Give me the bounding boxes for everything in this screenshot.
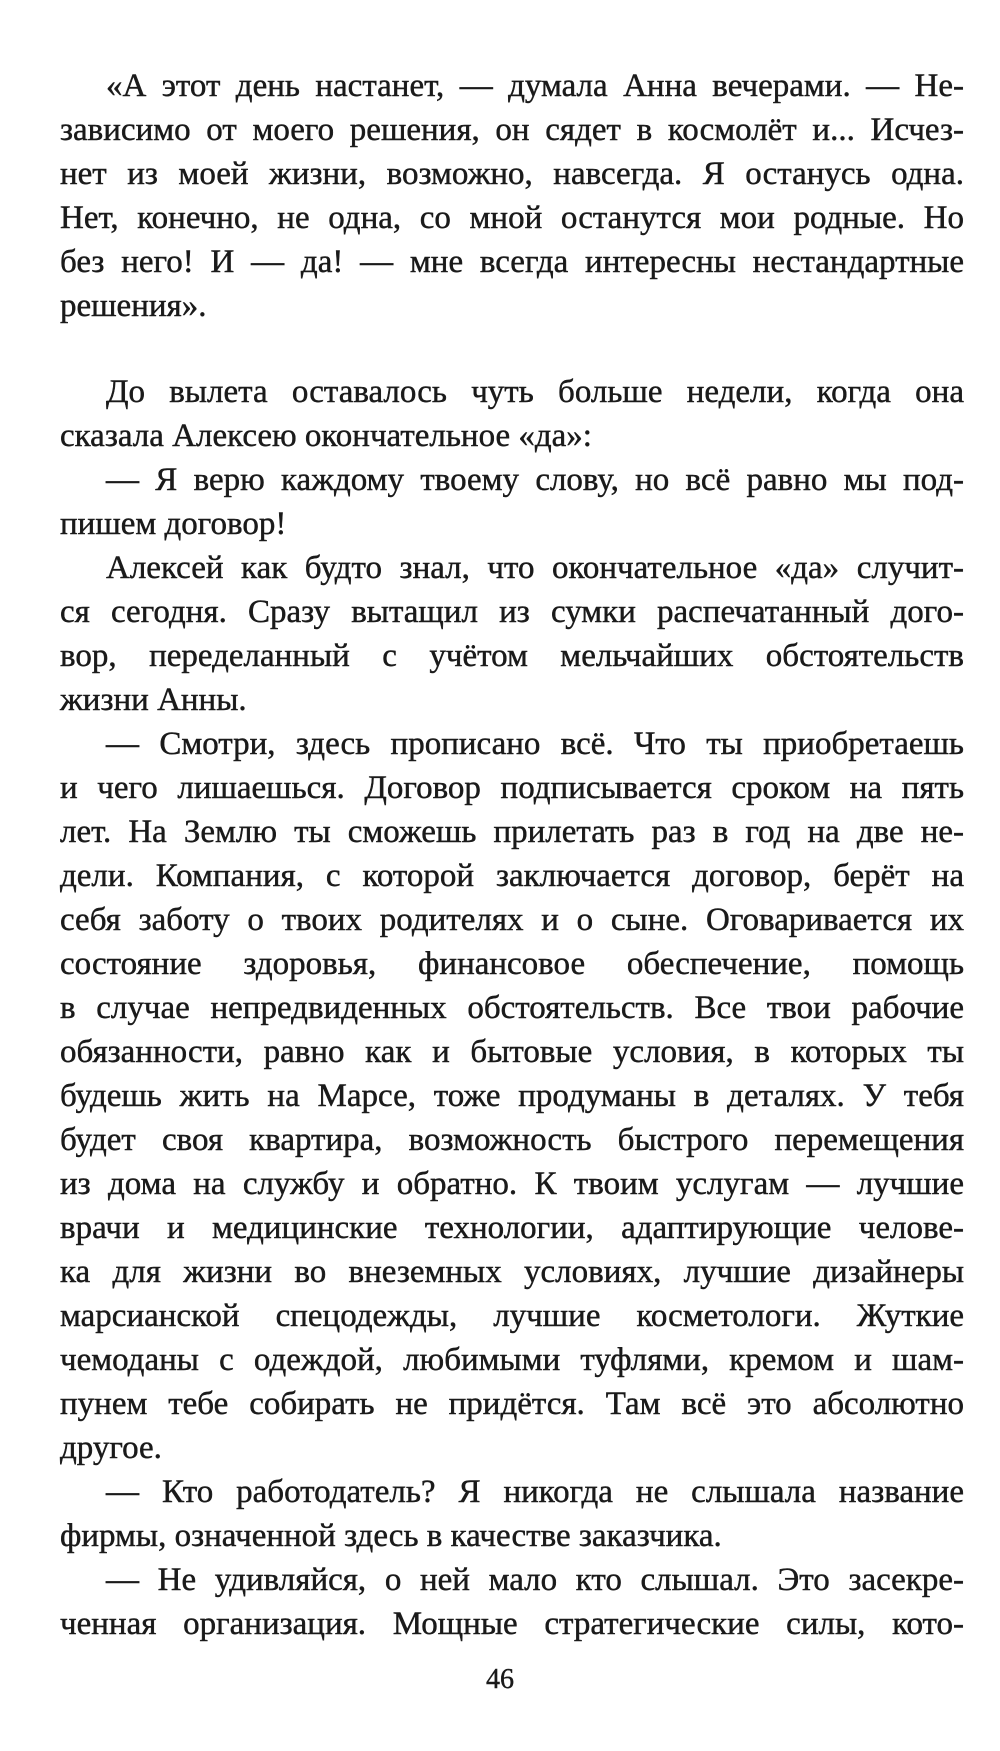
text-line: обязанности, равно как и бытовые условия, в которых ты bbox=[60, 1034, 964, 1070]
text-line: марсианской спецодежды, лучшие косметологи. Жуткие bbox=[60, 1298, 964, 1334]
text-line: ся сегодня. Сразу вытащил из сумки распечатанный дого- bbox=[60, 594, 964, 630]
text-line: дели. Компания, с которой заключается договор, берёт на bbox=[60, 858, 964, 894]
text-line: ченная организация. Мощные стратегические силы, кото- bbox=[60, 1606, 964, 1642]
text-line: врачи и медицинские технологии, адаптирующие челове- bbox=[60, 1210, 964, 1246]
text-line: Алексей как будто знал, что окончательное «да» случит- bbox=[106, 550, 964, 586]
text-line: «А этот день настанет, — думала Анна вечерами. — Не- bbox=[106, 68, 964, 104]
text-line: фирмы, означенной здесь в качестве заказчика. bbox=[60, 1518, 722, 1554]
text-line: жизни Анны. bbox=[60, 682, 247, 718]
text-line: Нет, конечно, не одна, со мной останутся мои родные. Но bbox=[60, 200, 964, 236]
page-number: 46 bbox=[486, 1664, 514, 1695]
text-line: в случае непредвиденных обстоятельств. Все твои рабочие bbox=[60, 990, 964, 1026]
text-line: из дома на службу и обратно. К твоим услугам — лучшие bbox=[60, 1166, 964, 1202]
text-line: и чего лишаешься. Договор подписывается сроком на пять bbox=[60, 770, 964, 806]
text-line: вор, переделанный с учётом мельчайших обстоятельств bbox=[60, 638, 964, 674]
text-line: — Я верю каждому твоему слову, но всё равно мы под- bbox=[106, 462, 964, 498]
text-line: без него! И — да! — мне всегда интересны нестандартные bbox=[60, 244, 964, 280]
text-line: зависимо от моего решения, он сядет в космолёт и... Исчез- bbox=[60, 112, 964, 148]
text-line: другое. bbox=[60, 1430, 162, 1466]
text-line: будет своя квартира, возможность быстрого перемещения bbox=[60, 1122, 964, 1158]
text-line: будешь жить на Марсе, тоже продуманы в деталях. У тебя bbox=[60, 1078, 964, 1114]
text-line: До вылета оставалось чуть больше недели, когда она bbox=[106, 374, 964, 410]
text-line: — Смотри, здесь прописано всё. Что ты приобретаешь bbox=[106, 726, 964, 762]
text-line: сказала Алексею окончательное «да»: bbox=[60, 418, 592, 454]
text-line: — Кто работодатель? Я никогда не слышала название bbox=[106, 1474, 964, 1510]
text-line: себя заботу о твоих родителях и о сыне. Оговаривается их bbox=[60, 902, 964, 938]
text-line: чемоданы с одеждой, любимыми туфлями, кремом и шам- bbox=[60, 1342, 964, 1378]
text-line: ка для жизни во внеземных условиях, лучшие дизайнеры bbox=[60, 1254, 964, 1290]
text-line: нет из моей жизни, возможно, навсегда. Я останусь одна. bbox=[60, 156, 964, 192]
text-line: — Не удивляйся, о ней мало кто слышал. Это засекре- bbox=[106, 1562, 964, 1598]
text-line: лет. На Землю ты сможешь прилетать раз в год на две не- bbox=[60, 814, 964, 850]
text-line: состояние здоровья, финансовое обеспечение, помощь bbox=[60, 946, 964, 982]
text-line: пунем тебе собирать не придётся. Там всё это абсолютно bbox=[60, 1386, 964, 1422]
text-line: пишем договор! bbox=[60, 506, 287, 542]
text-line: решения». bbox=[60, 288, 207, 324]
